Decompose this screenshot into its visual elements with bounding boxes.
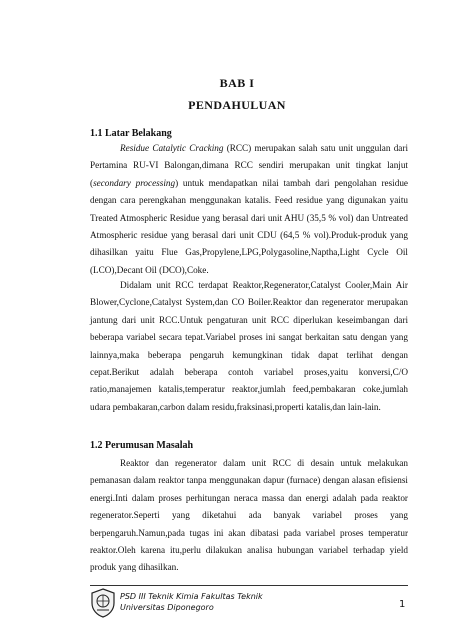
italic-term: secondary processing <box>93 177 176 188</box>
footer-line-2: Universitas Diponegoro <box>120 603 214 612</box>
section-heading-latar-belakang: 1.1 Latar Belakang <box>90 128 172 139</box>
university-seal-icon <box>90 588 116 618</box>
section-heading-perumusan-masalah: 1.2 Perumusan Masalah <box>90 440 194 451</box>
paragraph-latar-belakang-2: Didalam unit RCC terdapat Reaktor,Regenerator,Catalyst Cooler,Main Air Blower,Cyclone,Catalyst System,dan CO Boiler.Reaktor dan regenerator merupakan jantung dari unit RCC.Untuk pengaturan unit RCC diperlukan keseimbangan dari beberapa variabel secara tepat.Variabel proses ini sangat berkaitan satu dengan yang lainnya,maka beberapa pengaruh kemungkinan tidak dapat terlihat dengan cepat.Berikut adalah beberapa contoh variabel proses,yaitu konversi,C/O ratio,manajemen katalis,temperatur reaktor,jumlah feed,pembakaran coke,jumlah udara pembakaran,carbon dalam residu,fraksinasi,properti katalis,dan lain-lain. <box>90 280 408 412</box>
paragraph-perumusan-masalah: Reaktor dan regenerator dalam unit RCC di desain untuk melakukan pemanasan dalam reaktor tanpa menggunakan dapur (furnace) dengan alasan efisiensi energi.Inti dalam proses perhitungan neraca massa dan energi adalah pada reaktor regenerator.Seperti yang diketahui ada banyak variabel proses yang berpengaruh.Namun,pada tugas ini akan dibatasi pada variabel proses temperatur reaktor.Oleh karena itu,perlu dilakukan analisa hubungan variabel terhadap yield produk yang dihasilkan. <box>90 458 408 573</box>
footer-line-1: PSD III Teknik Kimia Fakultas Teknik <box>120 592 263 601</box>
footer-divider <box>90 585 408 586</box>
page-number: 1 <box>399 599 406 610</box>
paragraph-latar-belakang-1: Residue Catalytic Cracking (RCC) merupakan salah satu unit unggulan dari Pertamina RU-VI Balongan,dimana RCC sendiri merupakan unit tingkat lanjut (secondary processing) untuk mendapatkan nilai tambah dari pengolahan residue dengan cara perengkahan menggunakan katalis. Feed residue yang digunakan yaitu Treated Atmospheric Residue yang berasal dari unit AHU (35,5 % vol) dan Untreated Atmospheric residue yang berasal dari unit CDU (64,5 % vol).Produk-produk yang dihasilkan yaitu Flue Gas,Propylene,LPG,Polygasoline,Naptha,Light Cycle Oil (LCO),Decant Oil (DCO),Coke. <box>90 143 408 275</box>
footer-institution <box>120 591 263 613</box>
italic-term: Residue Catalytic Cracking <box>120 143 224 153</box>
chapter-title: PENDAHULUAN <box>188 98 286 112</box>
chapter-number: BAB I <box>219 76 255 90</box>
